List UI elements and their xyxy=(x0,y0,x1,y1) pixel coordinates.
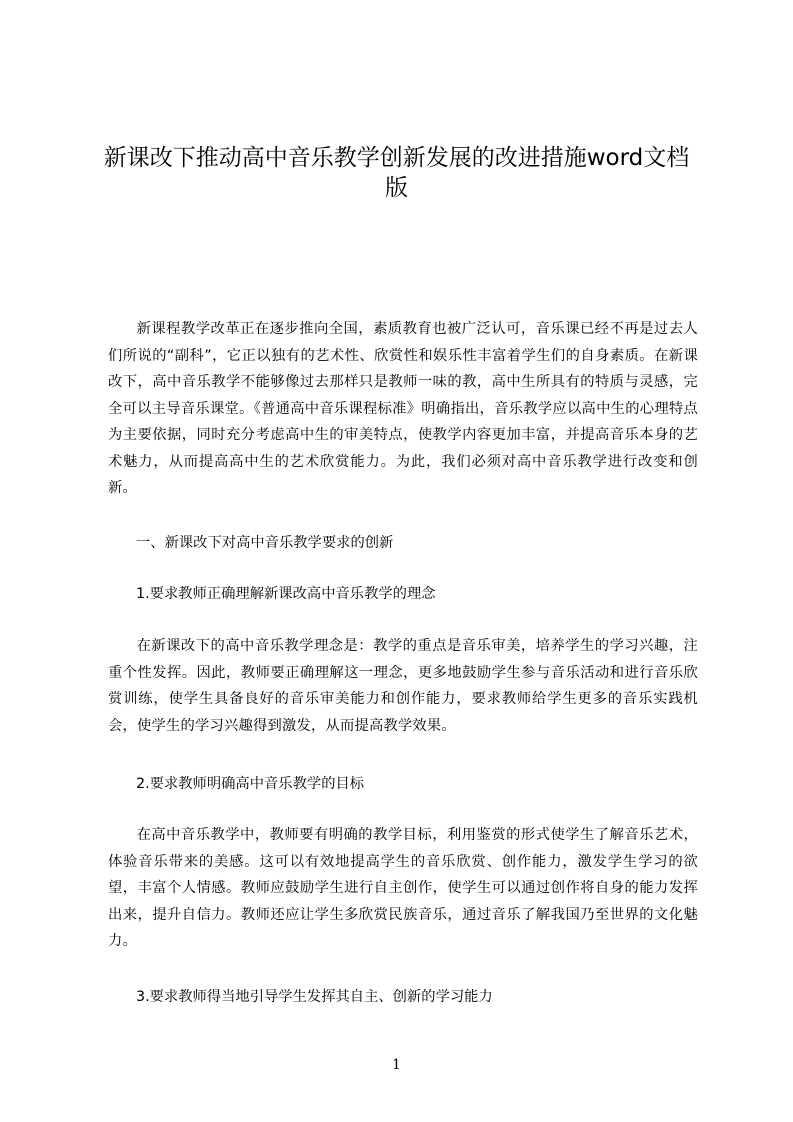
subheading-2: 2.要求教师明确高中音乐教学的目标 xyxy=(136,776,365,792)
section-heading-1: 一、新课改下对高中音乐教学要求的创新 xyxy=(136,535,394,551)
intro-paragraph: 新课程教学改革正在逐步推向全国，素质教育也被广泛认可，音乐课已经不再是过去人们所说的“副科”，它正以独有的艺术性、欣赏性和娱乐性丰富着学生们的自身素质。在新课改下，高中音乐教学不能够像过去那样只是教师一味的教，高中生所具有的特质与灵感，完全可以主导音乐课堂。《普通高中音乐课程标准》明确指出，音乐教学应以高中生的心理特点为主要依据，同时充分考虑高中生的审美特点，使教学内容更加丰富，并提高音乐本身的艺术魅力，从而提高高中生的艺术欣赏能力。为此，我们必须对高中音乐教学进行改变和创新。 xyxy=(108,321,698,496)
subheading-3: 3.要求教师得当地引导学生发挥其自主、创新的学习能力 xyxy=(136,989,493,1005)
subheading-1: 1.要求教师正确理解新课改高中音乐教学的理念 xyxy=(136,586,436,602)
paragraph-sub2: 在高中音乐教学中，教师要有明确的教学目标，利用鉴赏的形式使学生了解音乐艺术，体验音乐带来的美感。这可以有效地提高学生的音乐欣赏、创作能力，激发学生学习的欲望，丰富个人情感。教师应鼓励学生进行自主创作，使学生可以通过创作将自身的能力发挥出来，提升自信力。教师还应让学生多欣赏民族音乐，通过音乐了解我国乃至世界的文化魅力。 xyxy=(108,827,698,949)
page-number: 1 xyxy=(392,1057,401,1073)
paragraph-sub1: 在新课改下的高中音乐教学理念是：教学的重点是音乐审美，培养学生的学习兴趣，注重个性发挥。因此，教师要正确理解这一理念，更多地鼓励学生参与音乐活动和进行音乐欣赏训练，使学生具备良好的音乐审美能力和创作能力，要求教师给学生更多的音乐实践机会，使学生的学习兴趣得到激发，从而提高教学效果。 xyxy=(108,638,698,734)
document-title: 新课改下推动高中音乐教学创新发展的改进措施word文档版 xyxy=(103,145,690,201)
